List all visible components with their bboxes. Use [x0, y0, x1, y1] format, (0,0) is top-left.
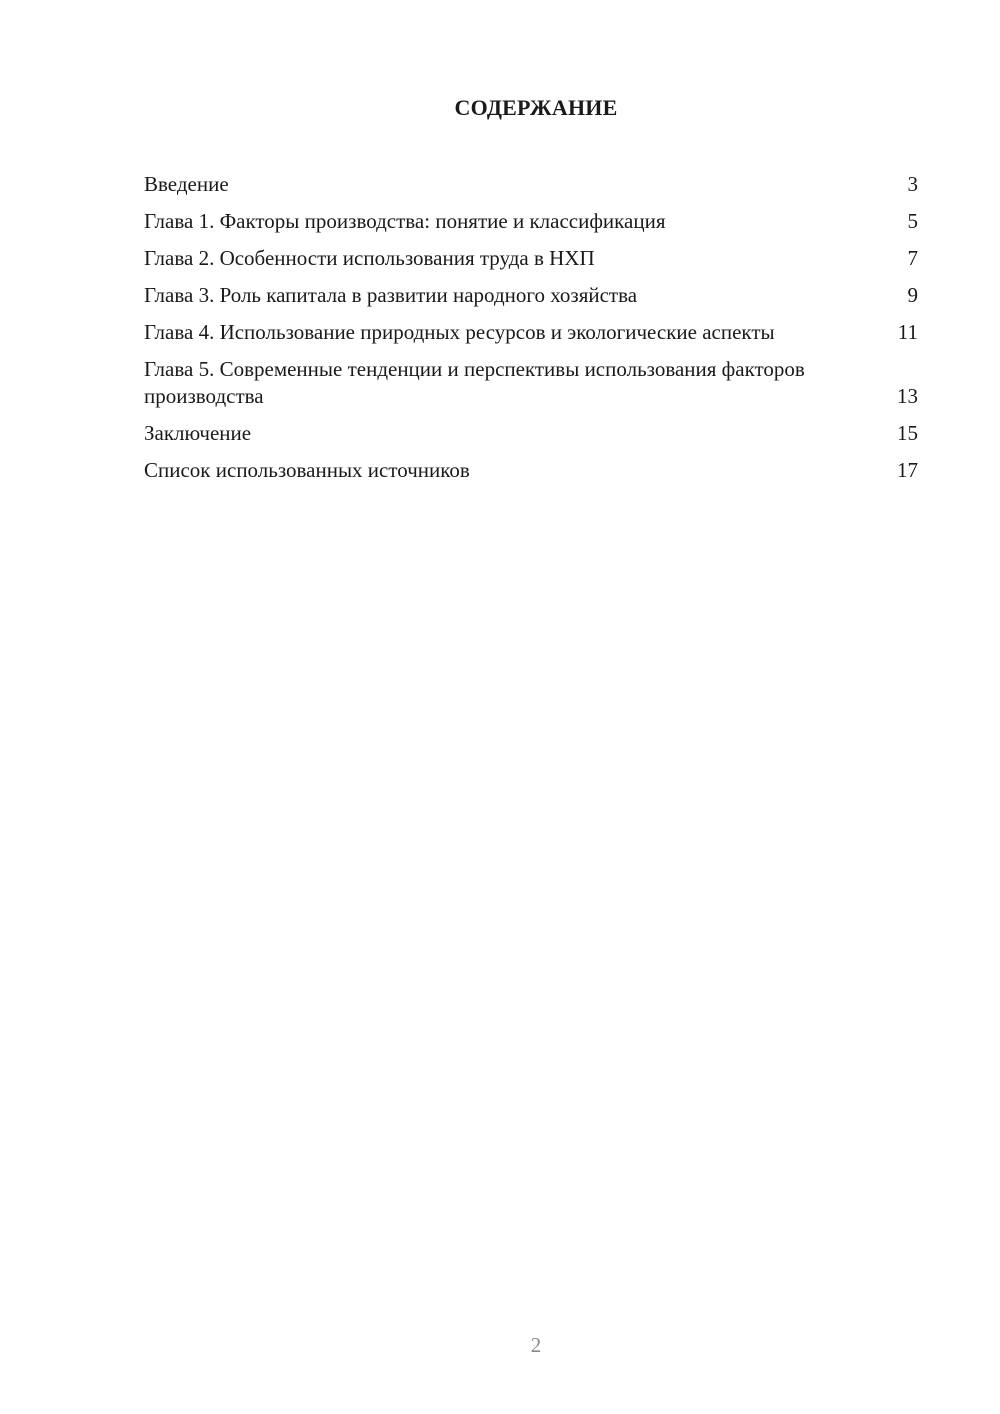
toc-entry-page: 3 — [907, 172, 918, 196]
toc-entry-references[interactable] — [144, 457, 918, 484]
toc-entry-label: Заключение — [144, 421, 252, 445]
toc-entry-page: 7 — [907, 246, 918, 270]
toc-entry-label: Глава 4. Использование природных ресурсов и экологические аспекты — [144, 320, 775, 344]
toc-entry-page: 11 — [897, 320, 918, 344]
toc-entry-page: 13 — [897, 384, 918, 408]
toc-entry-label: Введение — [144, 172, 229, 196]
table-of-contents — [144, 171, 918, 494]
toc-entry-page: 15 — [897, 421, 918, 445]
toc-entry-chapter-5[interactable] — [144, 356, 918, 410]
toc-entry-page: 9 — [907, 283, 918, 307]
toc-entry-chapter-2[interactable] — [144, 245, 918, 272]
toc-entry-label: Глава 2. Особенности использования труда в НХП — [144, 246, 595, 270]
page-number: 2 — [530, 1333, 542, 1357]
toc-entry-label: Глава 3. Роль капитала в развитии народного хозяйства — [144, 283, 638, 307]
toc-entry-chapter-1[interactable] — [144, 208, 918, 235]
toc-entry-label: Список использованных источников — [144, 458, 470, 482]
toc-entry-introduction[interactable] — [144, 171, 918, 198]
toc-entry-chapter-4[interactable] — [144, 319, 918, 346]
toc-entry-page: 5 — [907, 209, 918, 233]
toc-entry-label: Глава 1. Факторы производства: понятие и классификация — [144, 209, 666, 233]
page-title: СОДЕРЖАНИЕ — [454, 95, 618, 120]
toc-entry-conclusion[interactable] — [144, 420, 918, 447]
toc-entry-label: Глава 5. Современные тенденции и перспективы использования факторов производства — [144, 357, 805, 408]
toc-entry-chapter-3[interactable] — [144, 282, 918, 309]
toc-entry-page: 17 — [897, 458, 918, 482]
